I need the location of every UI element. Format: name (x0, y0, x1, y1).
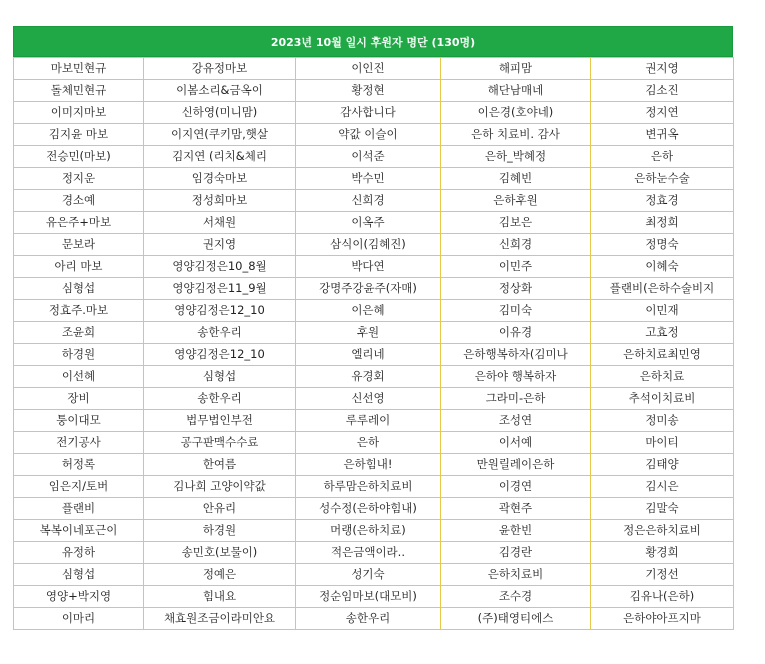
table-cell[interactable]: 돌체민현규 (14, 80, 144, 102)
table-cell[interactable]: 전기공사 (14, 432, 144, 454)
table-cell[interactable]: 이서예 (441, 432, 591, 454)
table-row (14, 564, 734, 586)
table-row (14, 520, 734, 542)
table-cell[interactable]: 황정현 (296, 80, 441, 102)
table-cell[interactable]: 영양+박지영 (14, 586, 144, 608)
table-cell[interactable]: 루루레이 (296, 410, 441, 432)
table-cell[interactable]: 심형섭 (14, 564, 144, 586)
table-cell[interactable]: 김나희 고양이약값 (144, 476, 296, 498)
table-row (14, 388, 734, 410)
table-cell[interactable]: 전승민(마보) (14, 146, 144, 168)
table-cell[interactable]: 권지영 (144, 234, 296, 256)
table-cell[interactable]: 박수민 (296, 168, 441, 190)
table-cell[interactable]: 임경숙마보 (144, 168, 296, 190)
table-cell[interactable]: 이은혜 (296, 300, 441, 322)
table-cell[interactable]: 신희경 (441, 234, 591, 256)
table-cell[interactable]: 권지영 (591, 58, 734, 80)
table-cell[interactable]: 은하치료 (591, 366, 734, 388)
table-cell[interactable]: 은하치료비 (441, 564, 591, 586)
table-cell[interactable]: 안유리 (144, 498, 296, 520)
table-cell[interactable]: 적은금액이라.. (296, 542, 441, 564)
table-cell[interactable]: 은하치료최민영 (591, 344, 734, 366)
table-cell[interactable]: 감사합니다 (296, 102, 441, 124)
table-row (14, 366, 734, 388)
table-cell[interactable]: 공구판맥수수료 (144, 432, 296, 454)
table-row (14, 234, 734, 256)
table-cell[interactable]: 은하 (591, 146, 734, 168)
table-cell[interactable]: 송민호(보물이) (144, 542, 296, 564)
table-cell[interactable]: 문보라 (14, 234, 144, 256)
table-cell[interactable]: 이민재 (591, 300, 734, 322)
table-cell[interactable]: 해단남매네 (441, 80, 591, 102)
table-row (14, 432, 734, 454)
table-cell[interactable]: 윤한빈 (441, 520, 591, 542)
table-row (14, 608, 734, 630)
table-row (14, 102, 734, 124)
table-cell[interactable]: 김지윤 마보 (14, 124, 144, 146)
table-cell[interactable]: 유은주+마보 (14, 212, 144, 234)
table-row (14, 498, 734, 520)
table-row (14, 212, 734, 234)
table-row (14, 168, 734, 190)
table-cell[interactable]: 김유나(은하) (591, 586, 734, 608)
table-cell[interactable]: 임은지/토버 (14, 476, 144, 498)
table-cell[interactable]: 은하야아프지마 (591, 608, 734, 630)
table-cell[interactable]: 플랜비 (14, 498, 144, 520)
table-cell[interactable]: 김소진 (591, 80, 734, 102)
table-cell[interactable]: 기정선 (591, 564, 734, 586)
table-cell[interactable]: 김보은 (441, 212, 591, 234)
table-cell[interactable]: 은하 치료비. 감사 (441, 124, 591, 146)
table-cell[interactable]: (주)태영티에스 (441, 608, 591, 630)
table-row (14, 454, 734, 476)
table-cell[interactable]: 강유정마보 (144, 58, 296, 80)
table-cell[interactable]: 장비 (14, 388, 144, 410)
table-cell[interactable]: 정지연 (591, 102, 734, 124)
table-cell[interactable]: 조성연 (441, 410, 591, 432)
table-cell[interactable]: 은하행복하자(김미나 (441, 344, 591, 366)
donor-table-body (14, 58, 734, 630)
table-cell[interactable]: 변귀옥 (591, 124, 734, 146)
table-row (14, 278, 734, 300)
table-cell[interactable]: 이미지마보 (14, 102, 144, 124)
table-row (14, 586, 734, 608)
table-cell[interactable]: 성기숙 (296, 564, 441, 586)
table-cell[interactable]: 채효원조금이라미안요 (144, 608, 296, 630)
table-row (14, 124, 734, 146)
table-cell[interactable]: 이은경(호야네) (441, 102, 591, 124)
table-cell[interactable]: 조수경 (441, 586, 591, 608)
table-cell[interactable]: 정예은 (144, 564, 296, 586)
table-cell[interactable]: 송한우리 (144, 388, 296, 410)
table-cell[interactable]: 황경희 (591, 542, 734, 564)
table-row (14, 344, 734, 366)
table-cell[interactable]: 영양김정은11_9월 (144, 278, 296, 300)
table-cell[interactable]: 유정하 (14, 542, 144, 564)
table-cell[interactable]: 김경란 (441, 542, 591, 564)
table-row (14, 146, 734, 168)
table-cell[interactable]: 은하_박혜정 (441, 146, 591, 168)
table-row (14, 58, 734, 80)
table-cell[interactable]: 은하후원 (441, 190, 591, 212)
table-cell[interactable]: 은하힘내! (296, 454, 441, 476)
table-cell[interactable]: 경소예 (14, 190, 144, 212)
table-row (14, 80, 734, 102)
table-row (14, 256, 734, 278)
table-cell[interactable]: 고효정 (591, 322, 734, 344)
table-cell[interactable]: 영양김정은12_10 (144, 344, 296, 366)
table-cell[interactable]: 이혜숙 (591, 256, 734, 278)
table-cell[interactable]: 최정희 (591, 212, 734, 234)
table-cell[interactable]: 그라미-은하 (441, 388, 591, 410)
table-cell[interactable]: 법무법인부전 (144, 410, 296, 432)
table-cell[interactable]: 한여름 (144, 454, 296, 476)
table-cell[interactable]: 정상화 (441, 278, 591, 300)
table-cell[interactable]: 김시은 (591, 476, 734, 498)
table-cell[interactable]: 약값 이슬이 (296, 124, 441, 146)
table-cell[interactable]: 정은은하치료비 (591, 520, 734, 542)
table-cell[interactable]: 조윤희 (14, 322, 144, 344)
table-cell[interactable]: 정명숙 (591, 234, 734, 256)
donor-sheet (13, 26, 733, 630)
table-cell[interactable]: 복복이네포근이 (14, 520, 144, 542)
table-cell[interactable]: 이민주 (441, 256, 591, 278)
table-cell[interactable]: 이유경 (441, 322, 591, 344)
table-cell[interactable]: 플랜비(은하수술비지 (591, 278, 734, 300)
table-cell[interactable]: 김미숙 (441, 300, 591, 322)
table-cell[interactable]: 아리 마보 (14, 256, 144, 278)
table-cell[interactable]: 엘리네 (296, 344, 441, 366)
table-cell[interactable]: 김말숙 (591, 498, 734, 520)
table-cell[interactable]: 신희경 (296, 190, 441, 212)
table-row (14, 322, 734, 344)
table-cell[interactable]: 정미송 (591, 410, 734, 432)
table-cell[interactable]: 이옥주 (296, 212, 441, 234)
table-cell[interactable]: 영양김정은12_10 (144, 300, 296, 322)
table-cell[interactable]: 퉁이대모 (14, 410, 144, 432)
table-cell[interactable]: 심형섭 (144, 366, 296, 388)
table-cell[interactable]: 정효주.마보 (14, 300, 144, 322)
table-row (14, 190, 734, 212)
table-cell[interactable]: 심형섭 (14, 278, 144, 300)
table-cell[interactable]: 힘내요 (144, 586, 296, 608)
table-cell[interactable]: 곽현주 (441, 498, 591, 520)
table-cell[interactable]: 성수정(은하야힘내) (296, 498, 441, 520)
table-cell[interactable]: 강명주강윤주(자매) (296, 278, 441, 300)
table-cell[interactable]: 후원 (296, 322, 441, 344)
table-row (14, 300, 734, 322)
table-cell[interactable]: 이지연(쿠키맘,햇살 (144, 124, 296, 146)
table-cell[interactable]: 머랭(은하치료) (296, 520, 441, 542)
table-cell[interactable]: 이선혜 (14, 366, 144, 388)
table-row (14, 476, 734, 498)
table-cell[interactable]: 하경원 (144, 520, 296, 542)
table-cell[interactable]: 하경원 (14, 344, 144, 366)
table-row (14, 542, 734, 564)
table-cell[interactable]: 신하영(미니맘) (144, 102, 296, 124)
table-cell[interactable]: 김태양 (591, 454, 734, 476)
table-cell[interactable]: 서채원 (144, 212, 296, 234)
table-cell[interactable]: 송한우리 (296, 608, 441, 630)
table-cell[interactable]: 정순임마보(대모비) (296, 586, 441, 608)
table-cell[interactable]: 허정록 (14, 454, 144, 476)
table-cell[interactable]: 정효경 (591, 190, 734, 212)
table-cell[interactable]: 은하야 행복하자 (441, 366, 591, 388)
table-cell[interactable]: 이봄소리&금옥이 (144, 80, 296, 102)
table-cell[interactable]: 박다연 (296, 256, 441, 278)
table-cell[interactable]: 해피맘 (441, 58, 591, 80)
table-cell[interactable]: 유경회 (296, 366, 441, 388)
donor-table (13, 57, 734, 630)
table-row (14, 410, 734, 432)
table-cell[interactable]: 이경연 (441, 476, 591, 498)
table-cell[interactable]: 마보민현규 (14, 58, 144, 80)
table-cell[interactable]: 신선영 (296, 388, 441, 410)
table-cell[interactable]: 송한우리 (144, 322, 296, 344)
table-cell[interactable]: 추석이치료비 (591, 388, 734, 410)
table-cell[interactable]: 김지연 (리치&체리 (144, 146, 296, 168)
table-cell[interactable]: 영양김정은10_8월 (144, 256, 296, 278)
table-cell[interactable]: 정지운 (14, 168, 144, 190)
table-cell[interactable]: 이인진 (296, 58, 441, 80)
table-cell[interactable]: 마이티 (591, 432, 734, 454)
sheet-title: 2023년 10월 일시 후원자 명단 (130명) (13, 26, 733, 57)
table-cell[interactable]: 은하 (296, 432, 441, 454)
table-cell[interactable]: 정성희마보 (144, 190, 296, 212)
table-cell[interactable]: 은하눈수술 (591, 168, 734, 190)
table-cell[interactable]: 이마리 (14, 608, 144, 630)
table-cell[interactable]: 하루맘은하치료비 (296, 476, 441, 498)
table-cell[interactable]: 삼식이(김혜진) (296, 234, 441, 256)
table-cell[interactable]: 만원릴레이은하 (441, 454, 591, 476)
table-cell[interactable]: 김혜빈 (441, 168, 591, 190)
table-cell[interactable]: 이석준 (296, 146, 441, 168)
